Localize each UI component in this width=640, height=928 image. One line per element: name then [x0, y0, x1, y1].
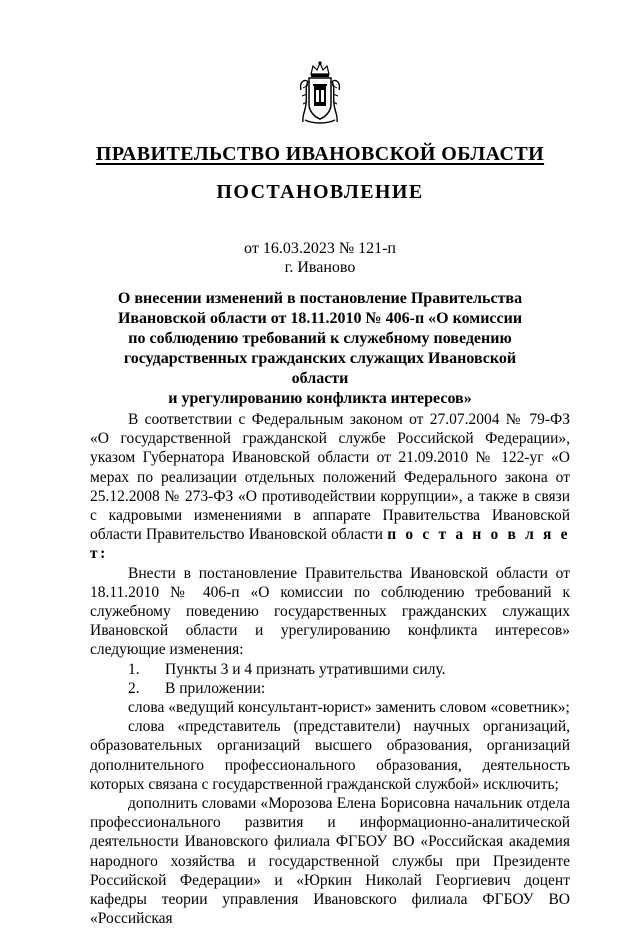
subject-line: по соблюдению требований к служебному поведению	[128, 330, 512, 347]
document-subject	[100, 289, 540, 409]
preamble-text: В соответствии с Федеральным законом от 27.07.2004 № 79-ФЗ «О государственной гражданской службе Российской Федерации», указом Губернатора Ивановской области от 21.09.2010 № 122-уг «О мерах по реализации отдельных положений Федерального закона от 25.12.2008 № 273-ФЗ «О противодействии коррупции», а также в связи с кадровыми изменениями в аппарате Правительства Ивановской области Правительство Ивановской области	[90, 411, 570, 544]
list-item-number: 1.	[128, 660, 140, 678]
coat-of-arms-emblem	[299, 60, 341, 126]
subject-line: государственных гражданских служащих Ивановской области	[123, 350, 517, 387]
list-item-text: Пункты 3 и 4 признать утратившими силу.	[165, 660, 446, 678]
list-item-2	[90, 679, 570, 698]
decree-colon: :	[100, 545, 108, 563]
list-item-1	[90, 660, 570, 679]
document-city: г. Иваново	[284, 259, 356, 276]
government-title: ПРАВИТЕЛЬСТВО ИВАНОВСКОЙ ОБЛАСТИ	[95, 143, 545, 165]
paragraph-add: дополнить словами «Морозова Елена Борисовна начальник отдела профессионального развития и информационно-аналитической деятельности Ивановского филиала ФГБОУ ВО «Российская академия народного хозяйства и государственной службы при Президенте Российской Федерации» и «Юркин Николай Георгиевич доцент кафедры теории управления Ивановского филиала ФГБОУ ВО «Российская	[90, 795, 570, 928]
list-item-number: 2.	[128, 679, 140, 697]
paragraph-preamble	[90, 410, 570, 564]
paragraph-replace: слова «ведущий консультант-юрист» заменить словом «советник»;	[128, 699, 570, 717]
paragraph-amend: Внести в постановление Правительства Ивановской области от 18.11.2010 № 406-п «О комиссии по соблюдению требований к служебному поведению государственных гражданских служащих Ивановской области и урегулированию конфликта интересов» следующие изменения:	[90, 564, 570, 659]
decree-word: п о с т а н о в л я е т	[90, 526, 571, 563]
subject-line: О внесении изменений в постановление Правительства	[117, 290, 523, 307]
paragraph-exclude: слова «представитель (представители) научных организаций, образовательных организаций высшего образования, организаций дополнительного профессионального образования, деятельность которых связана с государственной гражданской службой» исключить;	[90, 718, 570, 793]
document-type-heading: ПОСТАНОВЛЕНИЕ	[216, 181, 424, 203]
document-body	[90, 410, 570, 928]
subject-line: Ивановской области от 18.11.2010 № 406-п «О комиссии	[117, 310, 523, 327]
subject-line: и урегулированию конфликта интересов»	[168, 390, 472, 407]
document-date-number: от 16.03.2023 № 121-п	[244, 240, 396, 257]
list-item-text: В приложении:	[165, 679, 266, 697]
